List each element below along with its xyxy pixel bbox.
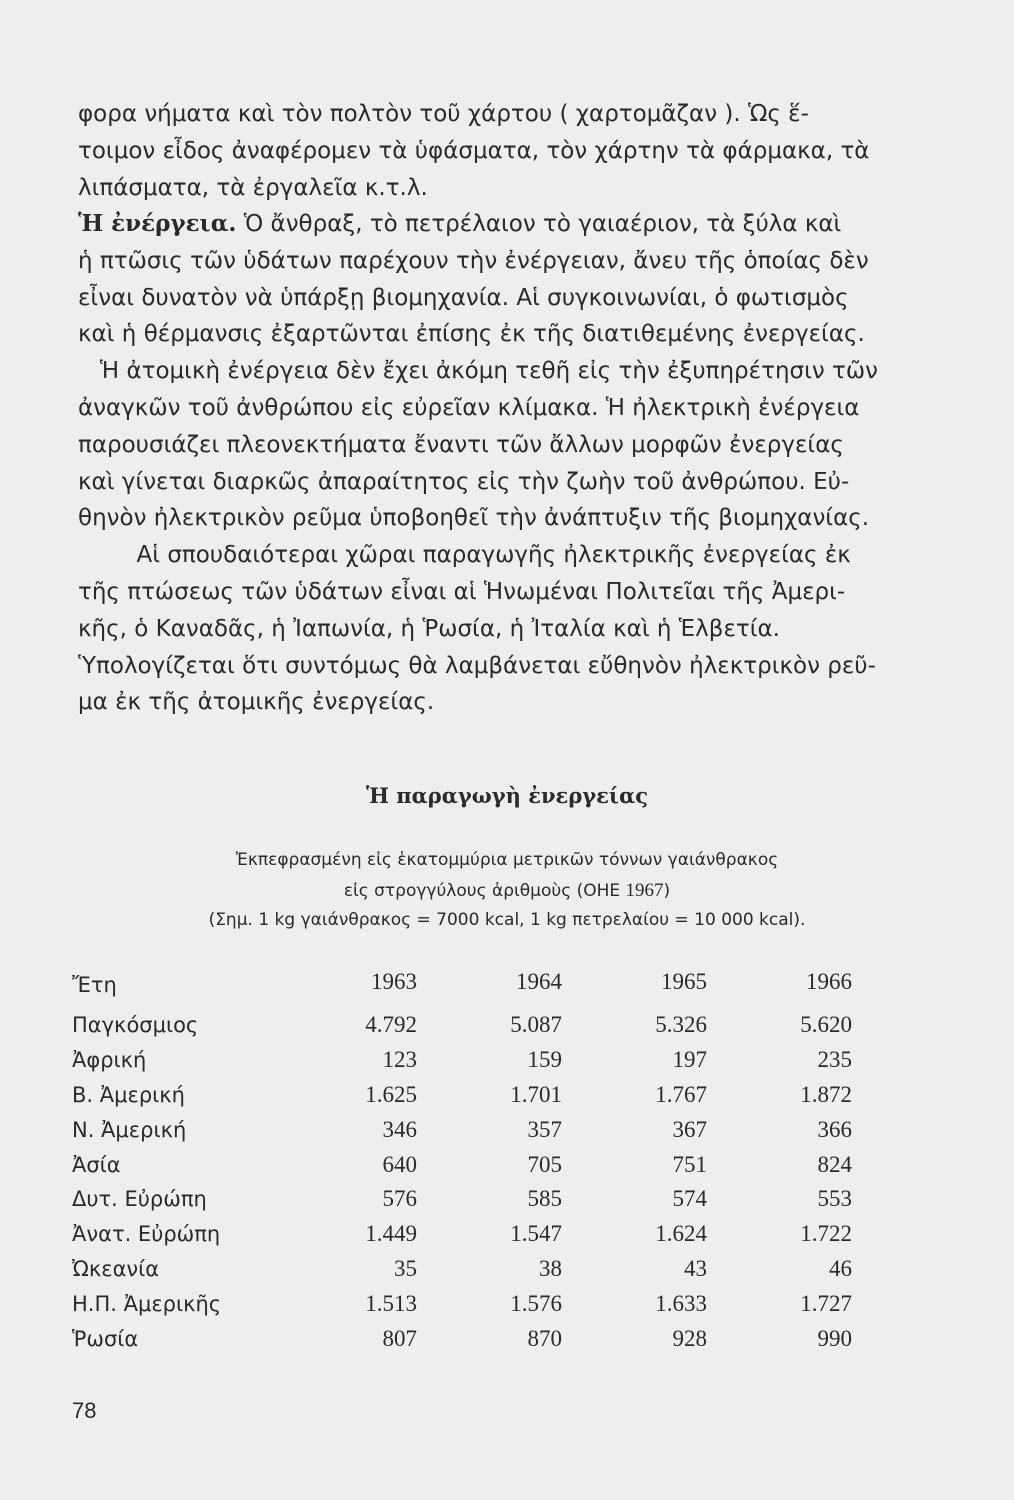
table-cell-value: 346 [382,1116,417,1142]
text-line: μα ἐκ τῆς ἀτομικῆς ἐνεργείας. [78,689,435,716]
caption-line-3: (Σημ. 1 kg γαιάνθρακος = 7000 kcal, 1 kg πετρελαίου = 10 000 kcal). [208,910,806,930]
table-row [72,1321,852,1356]
table-body [72,962,852,1356]
table-cell-value: 5.326 [655,1012,707,1038]
table-cell-value: 1.624 [655,1221,707,1247]
section-title: Ἡ ἐνέργεια. [78,210,237,237]
text-line: λιπάσματα, τὰ ἐργαλεῖα κ.τ.λ. [78,174,428,201]
region-label: Ὠκεανία [72,1256,160,1281]
table-cell-value: 574 [672,1186,707,1212]
header-label: Ἔτη [72,973,117,997]
region-label: Ῥωσία [72,1326,139,1351]
table-heading: Ἡ παραγωγὴ ἐνεργείας [365,783,649,808]
table-row [72,1182,852,1217]
year-header: 1963 [371,969,417,994]
table-cell-value: 4.792 [365,1012,417,1038]
region-label: Ἀσία [72,1152,121,1177]
table-cell-value: 1.633 [655,1290,707,1316]
text-line: Ἡ ἀτομικὴ ἐνέργεια δὲν ἔχει ἀκόμη τεθῆ εἰς τὴν ἐξυπηρέτησιν τῶν [78,358,878,385]
caption-text: εἰς στρογγύλους ἀριθμοὺς (ΟΗΕ [343,881,626,901]
year-header: 1966 [806,969,852,994]
table-cell-value: 1.722 [800,1221,852,1247]
table-cell-value: 123 [382,1047,417,1073]
intro-paragraph [78,96,908,206]
caption-line-2 [0,880,1014,902]
table-row [72,1286,852,1321]
table-cell-value: 43 [684,1255,707,1281]
text-line: παρουσιάζει πλεονεκτήματα ἔναντι τῶν ἄλλων μορφῶν ἐνεργείας [78,431,844,458]
table-cell-value: 585 [527,1186,562,1212]
table-cell-value: 1.576 [510,1290,562,1316]
text-line: καὶ ἡ θέρμανσις ἐξαρτῶνται ἐπίσης ἐκ τῆς διατιθεμένης ἐνεργείας. [78,321,865,348]
year-header: 1964 [516,969,562,994]
table-cell-value: 751 [672,1151,707,1177]
table-cell-value: 46 [829,1255,852,1281]
table-row [72,1078,852,1113]
region-label: Ν. Ἀμερική [72,1117,187,1142]
table-row [72,1252,852,1287]
table-cell-value: 1.547 [510,1221,562,1247]
text-line: Αἱ σπουδαιότεραι χῶραι παραγωγῆς ἠλεκτρικῆς ἐνεργείας ἐκ [78,542,851,569]
table-cell-value: 1.727 [800,1290,852,1316]
table-cell-value: 576 [382,1186,417,1212]
table-cell-value: 35 [394,1255,417,1281]
text-line [78,206,908,243]
table-row [72,1112,852,1147]
table-cell-value: 1.449 [365,1221,417,1247]
region-label: Η.Π. Ἀμερικῆς [72,1291,222,1316]
text-line: Ὑπολογίζεται ὅτι συντόμως θὰ λαμβάνεται εὔθηνὸν ἠλεκτρικὸν ρεῦ- [78,652,876,679]
table-cell-value: 824 [817,1151,852,1177]
region-label: Ἀφρική [72,1048,147,1073]
table-cell-value: 928 [672,1325,707,1351]
table-cell-value: 1.625 [365,1081,417,1107]
table-cell-value: 1.872 [800,1081,852,1107]
region-label: Παγκόσμιος [72,1013,199,1038]
table-cell-value: 870 [527,1325,562,1351]
energy-production-table [72,962,852,1356]
text-line: κῆς, ὁ Καναδᾶς, ἡ Ἰαπωνία, ἡ Ῥωσία, ἡ Ἰταλία καὶ ἡ Ἑλβετία. [78,615,780,642]
region-label: Δυτ. Εὐρώπη [72,1187,207,1212]
table-cell-value: 197 [672,1047,707,1073]
text-line: εἶναι δυνατὸν νὰ ὑπάρξῃ βιομηχανία. Αἱ συγκοινωνίαι, ὁ φωτισμὸς [78,284,849,311]
region-label: Ἀνατ. Εὐρώπη [72,1222,221,1247]
text-line: ἀναγκῶν τοῦ ἀνθρώπου εἰς εὐρεῖαν κλίμακα. Ἡ ἠλεκτρικὴ ἐνέργεια [78,394,860,421]
table-cell-value: 357 [527,1116,562,1142]
caption-end: ) [663,881,671,901]
table-row [72,1008,852,1043]
table-cell-value: 990 [817,1325,852,1351]
text-line: φορα νήματα καὶ τὸν πολτὸν τοῦ χάρτου ( χαρτομᾶζαν ). Ὡς ἕ- [78,101,809,127]
table-header-row [72,962,852,1008]
caption-year: 1967 [625,880,664,901]
table-cell-value: 38 [539,1255,562,1281]
table-row [72,1147,852,1182]
region-label: Β. Ἀμερική [72,1082,185,1107]
table-cell-value: 5.620 [800,1012,852,1038]
page-number: 78 [72,1398,97,1423]
table-cell-value: 553 [817,1186,852,1212]
table-cell-value: 235 [817,1047,852,1073]
table-cell-value: 705 [527,1151,562,1177]
text-line: ἡ πτῶσις τῶν ὑδάτων παρέχουν τὴν ἐνέργειαν, ἄνευ τῆς ὁποίας δὲν [78,247,869,274]
table-cell-value: 640 [382,1151,417,1177]
table-cell-value: 1.767 [655,1081,707,1107]
year-header: 1965 [661,969,707,994]
table-cell-value: 367 [672,1116,707,1142]
table-cell-value: 1.513 [365,1290,417,1316]
table-cell-value: 807 [382,1325,417,1351]
table-cell-value: 366 [817,1116,852,1142]
table-row [72,1043,852,1078]
energy-paragraph [78,206,908,721]
text-line: τῆς πτώσεως τῶν ὑδάτων εἶναι αἱ Ἡνωμέναι Πολιτεῖαι τῆς Ἀμερι- [78,578,846,605]
text-line-rest: Ὁ ἄνθραξ, τὸ πετρέλαιον τὸ γαιαέριον, τὰ ξύλα καὶ [236,211,842,237]
caption-line-1: Ἐκπεφρασμένη εἰς ἑκατομμύρια μετρικῶν τόννων γαιάνθρακος [235,850,779,870]
table-row [72,1217,852,1252]
text-line: καὶ γίνεται διαρκῶς ἀπαραίτητος εἰς τὴν ζωὴν τοῦ ἀνθρώπου. Εὐ- [78,468,850,495]
table-cell-value: 5.087 [510,1012,562,1038]
table-cell-value: 159 [527,1047,562,1073]
text-line: τοιμον εἶδος ἀναφέρομεν τὰ ὑφάσματα, τὸν χάρτην τὰ φάρμακα, τὰ [78,137,870,164]
text-line: θηνὸν ἠλεκτρικὸν ρεῦμα ὑποβοηθεῖ τὴν ἀνάπτυξιν τῆς βιομηχανίας. [78,505,870,532]
table-cell-value: 1.701 [510,1081,562,1107]
